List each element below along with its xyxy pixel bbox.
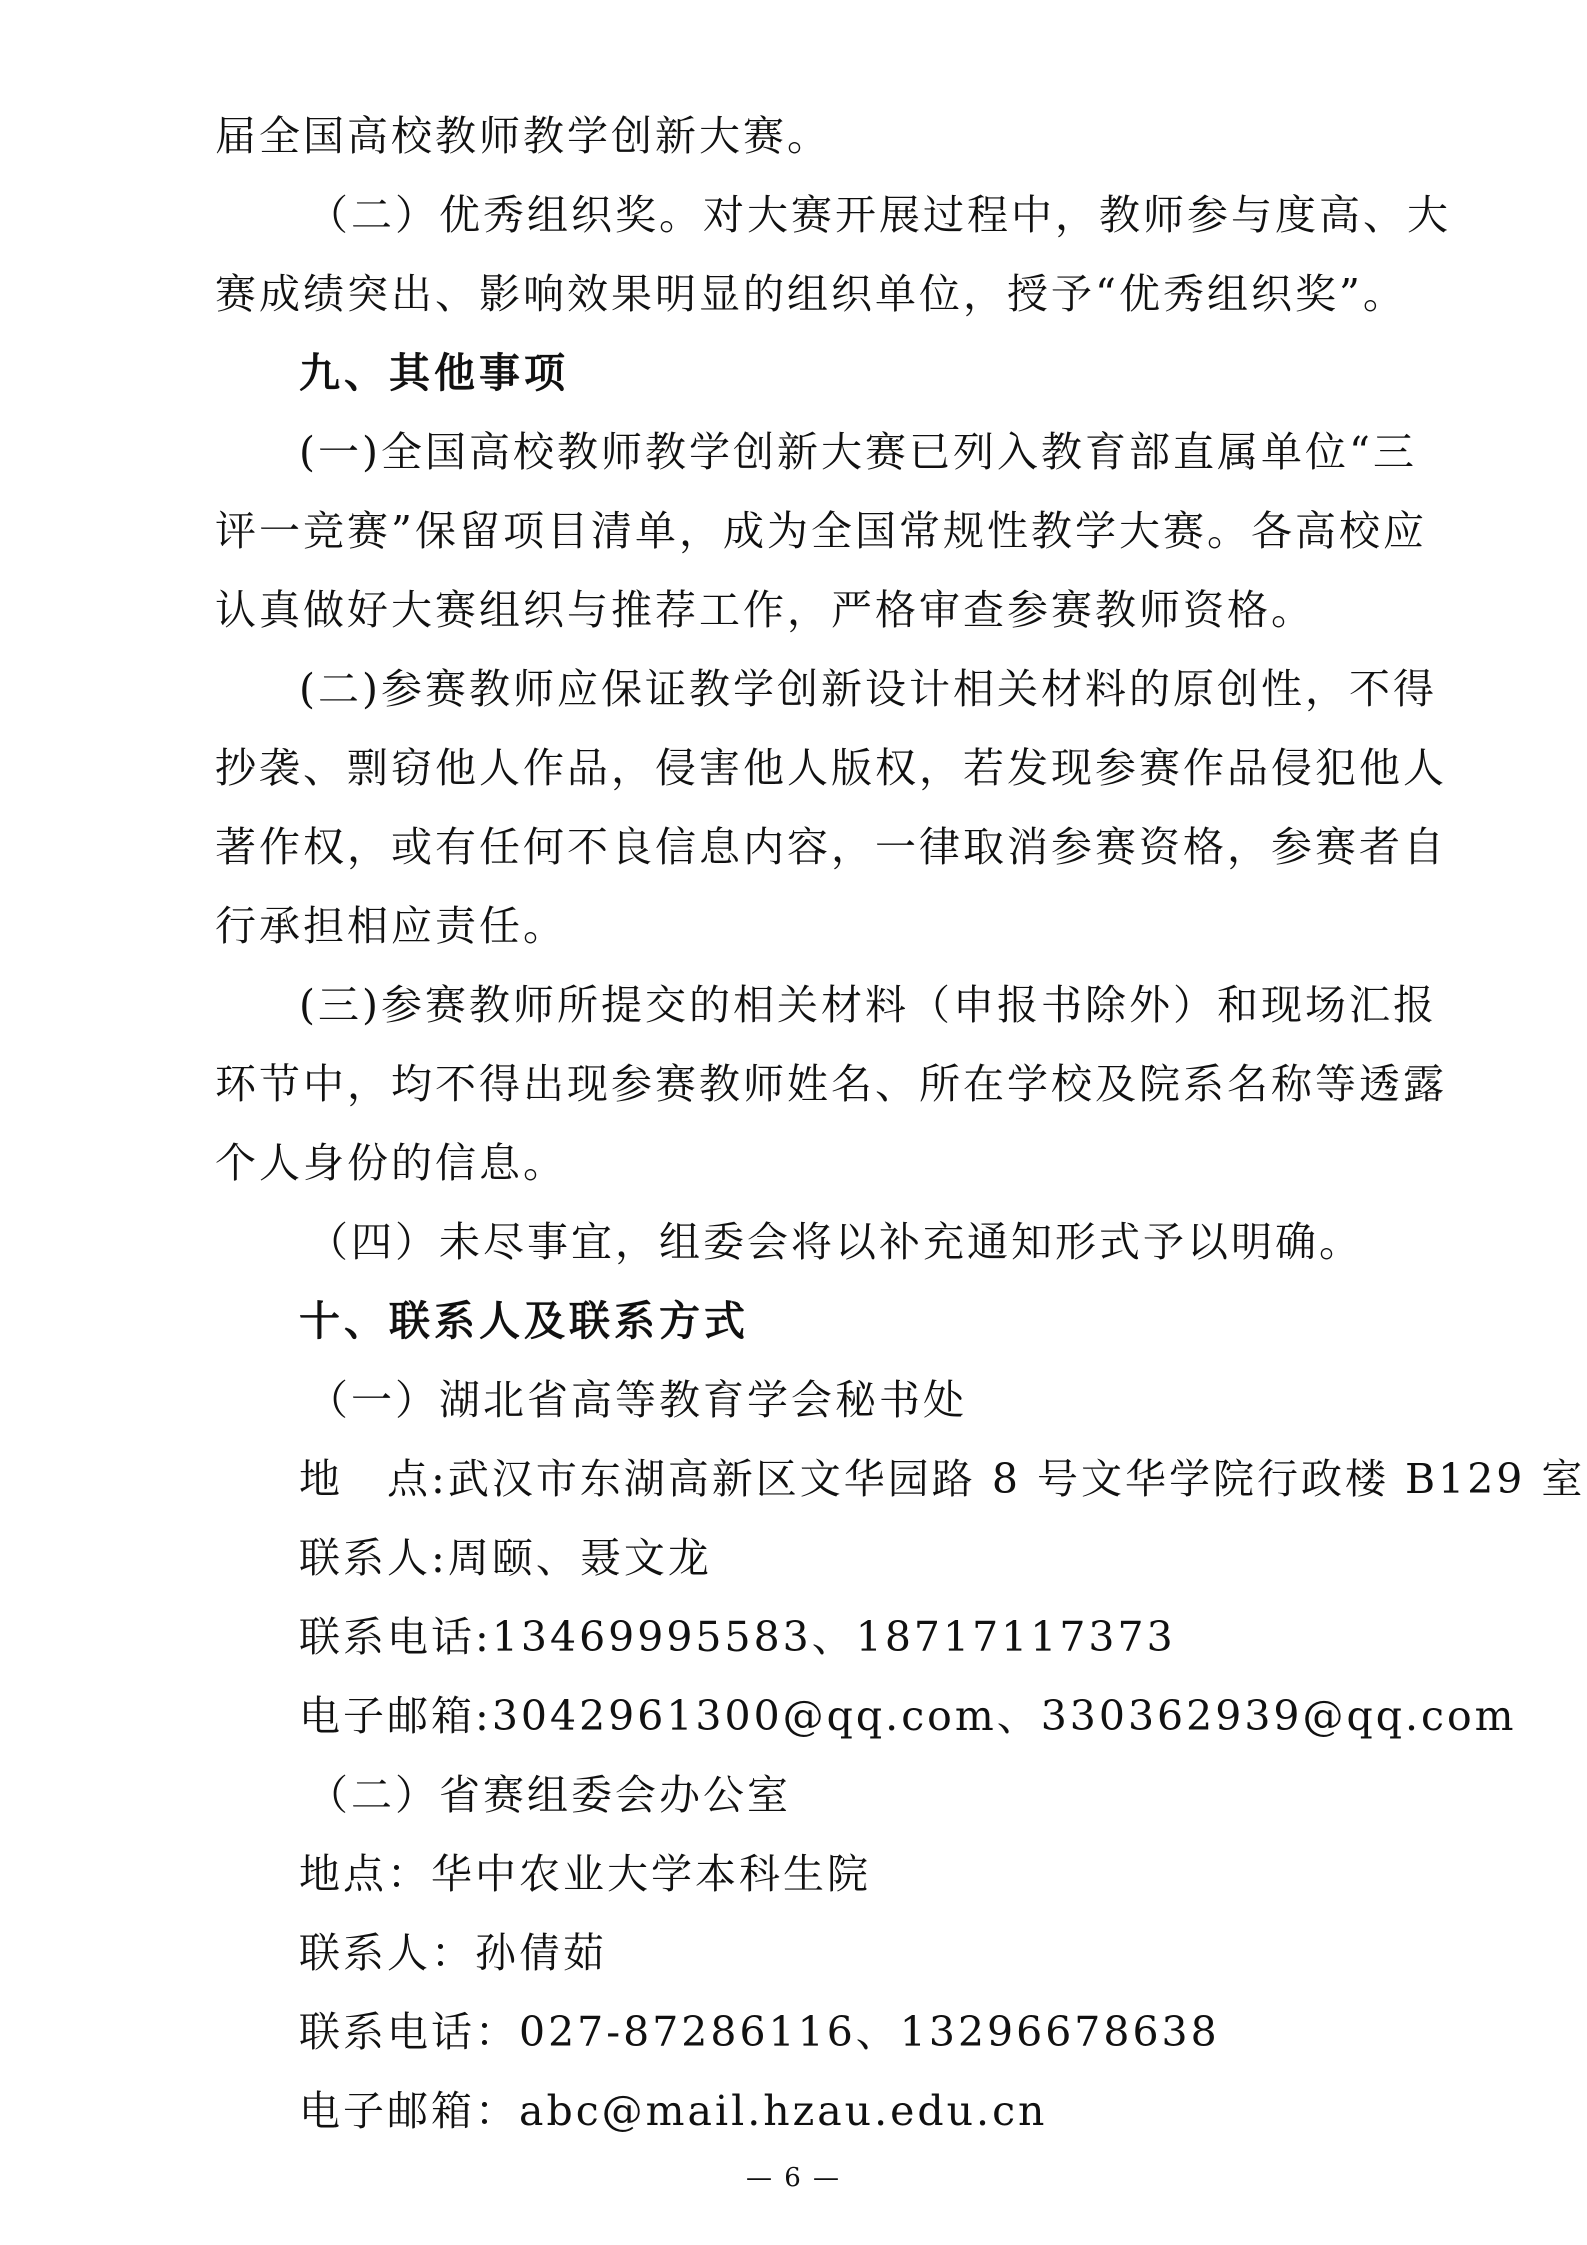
paragraph-line: 著作权，或有任何不良信息内容，一律取消参赛资格，参赛者自 (215, 823, 1447, 871)
matter-item-2: (二)参赛教师应保证教学创新设计相关材料的原创性，不得 (299, 665, 1437, 713)
award-item-2: （二）优秀组织奖。对大赛开展过程中，教师参与度高、大 (307, 191, 1451, 239)
paragraph-line: 抄袭、剽窃他人作品，侵害他人版权，若发现参赛作品侵犯他人 (215, 744, 1447, 792)
paragraph-line: 认真做好大赛组织与推荐工作，严格审查参赛教师资格。 (215, 586, 1315, 634)
contact-address: 地点：华中农业大学本科生院 (299, 1850, 871, 1898)
contact-email: 电子邮箱:3042961300@qq.com、330362939@qq.com (299, 1692, 1517, 1740)
paragraph-line: 评一竞赛”保留项目清单，成为全国常规性教学大赛。各高校应 (215, 507, 1427, 555)
contact-person: 联系人:周颐、聂文龙 (299, 1534, 712, 1582)
contact-person: 联系人：孙倩茹 (299, 1929, 607, 1977)
paragraph-line: 行承担相应责任。 (215, 902, 567, 950)
contact-email: 电子邮箱：abc@mail.hzau.edu.cn (299, 2087, 1048, 2135)
paragraph-line: 赛成绩突出、影响效果明显的组织单位，授予“优秀组织奖”。 (215, 270, 1407, 318)
contact-address: 地 点:武汉市东湖高新区文华园路 8 号文华学院行政楼 B129 室 (299, 1455, 1586, 1503)
section-heading-10: 十、联系人及联系方式 (299, 1297, 749, 1345)
contact-group-2-title: （二）省赛组委会办公室 (307, 1771, 791, 1819)
matter-item-1: (一)全国高校教师教学创新大赛已列入教育部直属单位“三 (299, 428, 1417, 476)
section-heading-9: 九、其他事项 (299, 349, 569, 397)
contact-phone: 联系电话：027-87286116、13296678638 (299, 2008, 1220, 2056)
matter-item-4: （四）未尽事宜，组委会将以补充通知形式予以明确。 (307, 1218, 1363, 1266)
contact-phone: 联系电话:13469995583、18717117373 (299, 1613, 1176, 1661)
paragraph-line: 个人身份的信息。 (215, 1139, 567, 1187)
contact-group-1-title: （一）湖北省高等教育学会秘书处 (307, 1376, 967, 1424)
paragraph-line: 环节中，均不得出现参赛教师姓名、所在学校及院系名称等透露 (215, 1060, 1447, 1108)
paragraph-line: 届全国高校教师教学创新大赛。 (215, 112, 831, 160)
page-number: — 6 — (745, 2163, 842, 2193)
matter-item-3: (三)参赛教师所提交的相关材料（申报书除外）和现场汇报 (299, 981, 1437, 1029)
